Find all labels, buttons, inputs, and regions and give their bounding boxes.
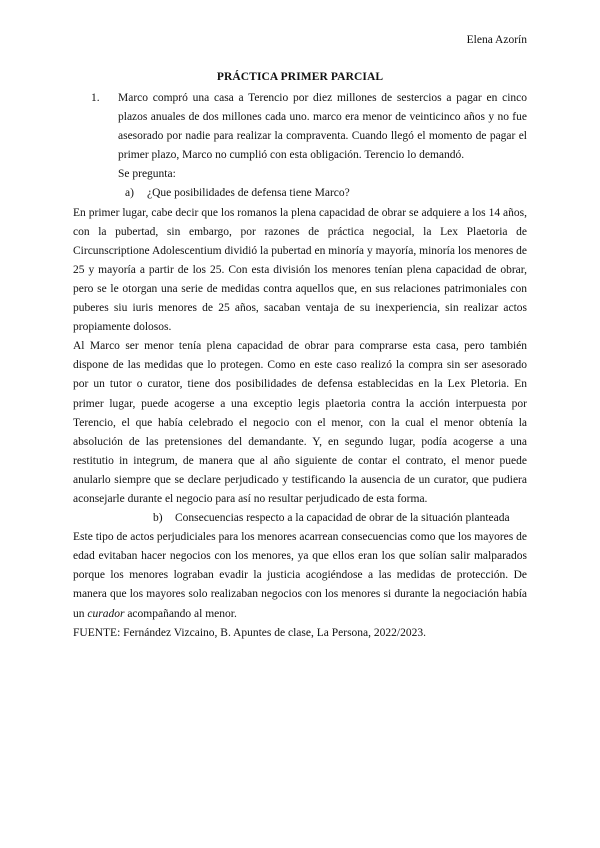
answer-b-emphasis: curador xyxy=(87,607,125,620)
page-title: PRÁCTICA PRIMER PARCIAL xyxy=(216,71,384,83)
sub-question-marker: a) xyxy=(125,187,134,200)
question-number: 1. xyxy=(91,92,100,104)
answer-b-text: Este tipo de actos perjudiciales para los menores acarrean consecuencias como que los mayores de edad evitaban hacer negocios con los menores, ya que ellos eran los que solían salir malparados porque los menores lograban evadir la justicia acogiéndose a las medidas de protección. De manera que los mayores solo realizaban negocios con los menores si durante la negociación había un xyxy=(73,531,527,620)
source-citation: FUENTE: Fernández Vizcaino, B. Apuntes de clase, La Persona, 2022/2023. xyxy=(73,626,426,639)
question-statement: Marco compró una casa a Terencio por diez millones de sestercios a pagar en cinco plazos anuales de dos millones cada uno. marco era menor de veinticinco años y no fue asesorado por nadie para realizar la compraventa. Cuando llegó el momento de pagar el primer plazo, Marco no cumplió con esta obligación. Terencio lo demandó. xyxy=(118,92,527,162)
sub-question-text: Consecuencias respecto a la capacidad de obrar de la situación planteada xyxy=(175,512,510,525)
question-1 xyxy=(73,89,527,184)
sub-question-text: ¿Que posibilidades de defensa tiene Marco? xyxy=(147,187,350,200)
answer-a-paragraph-1: En primer lugar, cabe decir que los romanos la plena capacidad de obrar se adquiere a los 14 años, con la pubertad, sin embargo, por razones de práctica negocial, la Lex Plaetoria de Circunscriptione Adolescentium dividió la pubertad en minoría y mayoría, minoría los menores de 25 y mayoría a partir de los 25. Con esta división los menores tenían plena capacidad de obrar, pero se le otorgan una serie de medidas contra aquellos que, en sus relaciones patrimoniales con puberes siu iuris menores de 25 años, sacaban ventaja de su inexperiencia, sin realizar actos propiamente dolosos. xyxy=(73,206,527,334)
author-name: Elena Azorín xyxy=(466,34,527,46)
document-body xyxy=(73,89,527,643)
sub-question-b xyxy=(73,509,527,528)
answer-b-text-end: acompañando al menor. xyxy=(127,607,237,620)
sub-question-marker: b) xyxy=(153,512,163,525)
answer-a-paragraph-2: Al Marco ser menor tenía plena capacidad de obrar para comprarse esta casa, pero también dispone de las medidas que lo protegen. Como en este caso realizó la compra sin ser asesorado por un tutor o curator, tiene dos posibilidades de defensa establecidas en la Lex Pletoria. En primer lugar, puede acogerse a una exceptio legis plaetoria contra la acción interpuesta por Terencio, el que había celebrado el negocio con el menor, con la cual el menor obtenía la absolución de las pretensiones del demandante. Y, en segundo lugar, podía acogerse a una restitutio in integrum, de manera que al año siguiente de contar el contrato, el menor puede anularlo siempre que se declare perjudicado y testificando la ausencia de un curator, que pudiera aconsejarle durante el negocio para así no resultar perjudicado de esta forma. xyxy=(73,340,527,505)
answer-b-paragraph xyxy=(73,528,527,623)
question-prompt: Se pregunta: xyxy=(118,168,176,181)
sub-question-a xyxy=(73,184,527,203)
